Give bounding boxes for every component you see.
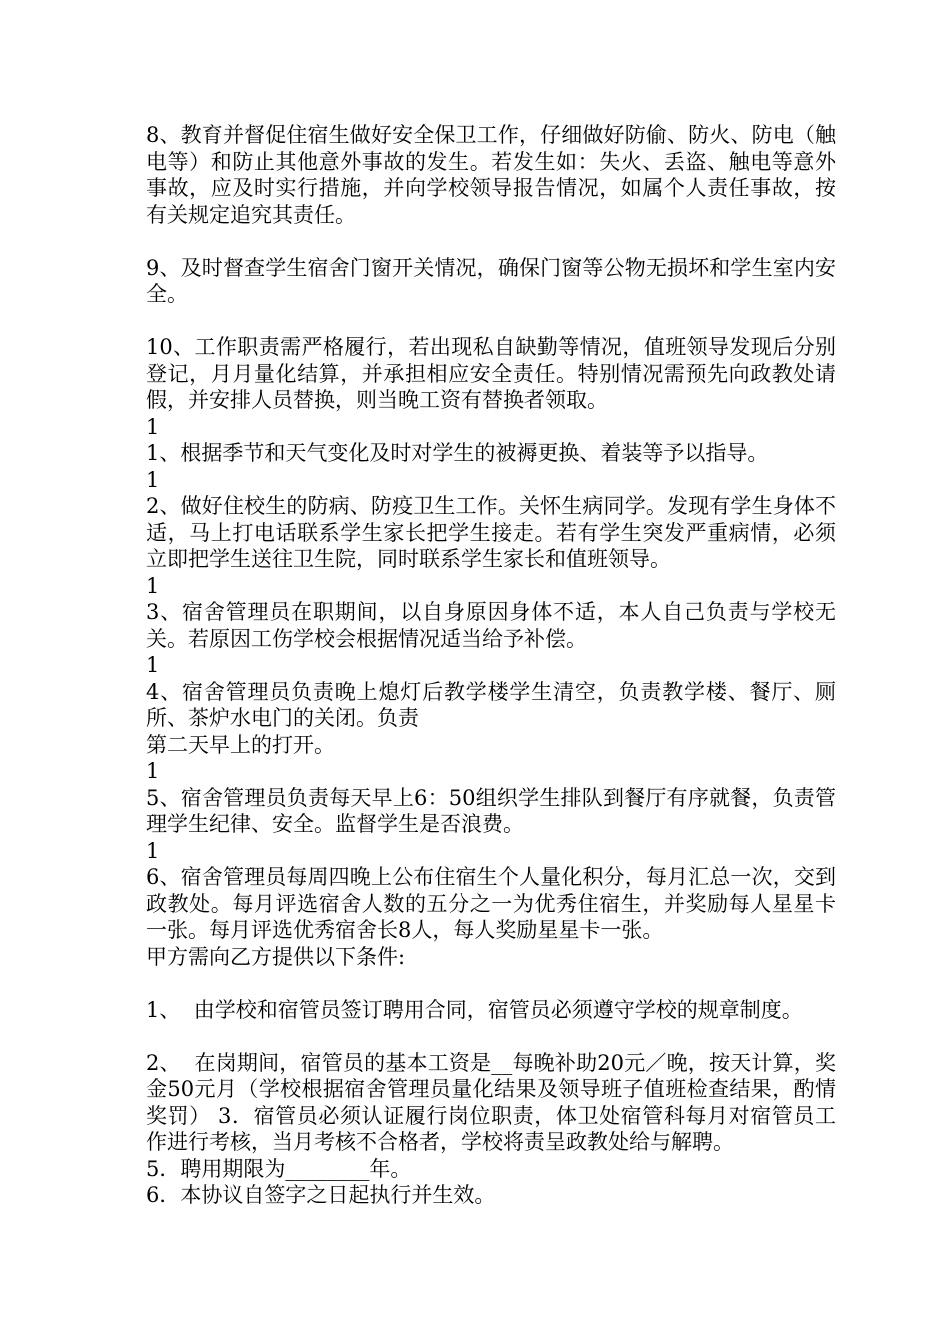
- paragraph-item-10: 10、工作职责需严格履行，若出现私自缺勤等情况，值班领导发现后分别登记，月月量化结算，并承担相应安全责任。特别情况需预先向政教处请假，并安排人员替换，则当晚工资有替换者领取。: [146, 335, 836, 412]
- blank-line: [146, 970, 836, 997]
- paragraph-duty-5: 5、宿舍管理员负责每天早上6：50组织学生排队到餐厅有序就餐，负责管理学生纪律、安全。监督学生是否浪费。: [146, 785, 836, 836]
- blank-line: [146, 308, 836, 335]
- paragraph-duty-3: 3、宿舍管理员在职期间，以自身原因身体不适，本人自己负责与学校无关。若原因工伤学校会根据情况适当给予补偿。: [146, 600, 836, 651]
- document-body: [146, 122, 836, 1209]
- paragraph-duty-4-continued: 第二天早上的打开。: [146, 732, 335, 757]
- paragraph-duty-4: 4、宿舍管理员负责晚上熄灯后教学楼学生清空，负责教学楼、餐厅、厕所、茶炉水电门的关闭。负责: [146, 679, 836, 730]
- paragraph-item-8: 8、教育并督促住宿生做好安全保卫工作，仔细做好防偷、防火、防电（触电等）和防止其他意外事故的发生。若发生如：失火、丢盗、触电等意外事故，应及时实行措施，并向学校领导报告情况，如属个人责任事故，按有关规定追究其责任。: [146, 123, 836, 227]
- paragraph-duty-2: 2、做好住校生的防病、防疫卫生工作。关怀生病同学。发现有学生身体不适，马上打电话联系学生家长把学生接走。若有学生突发严重病情，必须立即把学生送往卫生院，同时联系学生家长和值班领导。: [146, 494, 836, 571]
- paragraph-condition-6: 6．本协议自签字之日起执行并生效。: [146, 1183, 496, 1207]
- page-marker: 1: [146, 414, 160, 439]
- page-marker: 1: [146, 759, 160, 783]
- paragraph-duty-1: 1、根据季节和天气变化及时对学生的被褥更换、着装等予以指导。: [146, 441, 769, 465]
- page-marker: 1: [146, 467, 160, 492]
- section-heading-conditions: 甲方需向乙方提供以下条件:: [146, 944, 406, 969]
- paragraph-condition-5: 5．聘用期限为________年。: [146, 1156, 412, 1181]
- page-marker: 1: [146, 573, 160, 598]
- page-marker: 1: [146, 653, 160, 677]
- paragraph-duty-6: 6、宿舍管理员每周四晚上公布住宿生个人量化积分，每月汇总一次，交到政教处。每月评选宿舍人数的五分之一为优秀住宿生，并奖励每人星星卡一张。每月评选优秀宿舍长8人，每人奖励星星卡一张。: [146, 865, 836, 942]
- blank-line: [146, 228, 836, 255]
- paragraph-condition-1: 1、 由学校和宿管员签订聘用合同，宿管员必须遵守学校的规章制度。: [146, 997, 803, 1022]
- paragraph-item-9: 9、及时督查学生宿舍门窗开关情况，确保门窗等公物无损坏和学生室内安全。: [146, 255, 836, 306]
- paragraph-condition-2: 2、 在岗期间，宿管员的基本工资是__每晚补助20元／晚，按天计算，奖金50元月（学校根据宿舍管理员量化结果及领导班子值班检查结果，酌情奖罚） 3．宿管员必须认证履行岗位职责，体卫处宿管科每月对宿管员工作进行考核，当月考核不合格者，学校将责呈政教处给与解聘。: [146, 1050, 836, 1154]
- page-marker: 1: [146, 838, 160, 863]
- blank-line: [146, 1023, 836, 1050]
